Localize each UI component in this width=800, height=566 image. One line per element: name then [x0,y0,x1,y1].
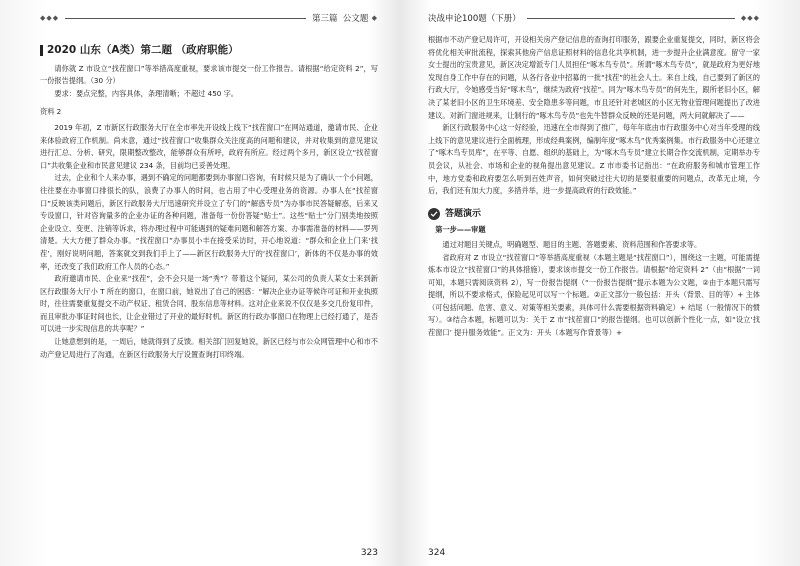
header-rule [65,18,306,19]
question-text: 请你就 Z 市设立“找茬窗口”等举措高度重视，要求该市提交一份工作报告。请根据“给定资料 2”，写一份报告提纲。（30 分） [40,63,378,86]
left-paragraph: 让她意想到的是，一周后，她就得到了反馈。相关部门回复她说，新区已经与市公众网管理中心和市不动产登记局进行了沟通，在新区行政服务大厅设置查询打印终端。 [40,337,378,359]
question-requirements: 要求：要点完整，内容具体，条理清晰；不超过 450 字。 [54,88,238,98]
question-title [40,44,378,57]
material-label: 资料 2 [40,107,62,117]
answer-section-title [428,208,760,221]
left-content [40,34,378,361]
left-running-header [40,10,378,26]
answer-paragraph: 省政府对 Z 市设立“找茬窗口”等举措高度重视（本题主题是“找茬窗口”），围绕这一主题，可能需提炼本市设立“找茬窗口”的具体措施），要求该市提交一份工作报告。请根据“给定资料 2”（由“根据”一词可知，本题只需阅读资料 2），写一份报告提纲（“一份报告提纲”提示本题为公文题，②由于本题只需写提纲，所以不要求格式，保险起见可以写一个标题。②正文部分一般包括：开头（背景、目的等）+ 主体（可包括问题、危害、意义、对策等相关要素，具体可什么需要根据资料确定）+ 结尾（一般情况下的惯写）。③结合本题，标题可以为：关于 Z 市“找茬窗口”的报告提纲。也可以创新个性化一点，如“设立‘找茬窗口’ 提升服务效能”。正文为：开头（本题写作背景等）+ [428,252,760,338]
left-paragraph: 过去，企业和个人来办事，遇到不确定的问题都要到办事窗口咨询，有时候只是为了确认一个小问题，往往要在办事窗口排很长的队，浪费了办事人的时间，也占用了中心受理业务的资源。办事人在“找茬窗口”反映该类问题后，新区行政服务大厅迅速研究并设立了专门的“解惑专员”为办事市民答疑解惑，后来又专设窗口，针对咨询量多的企业办证的各种问题，准备每一份份答疑“贴士”。这些“贴士”分门别类地按照企业设立、变更、注销等诉求，将办理过程中可能遇到的疑难问题和解答方案、办事需准备的材料——罗列清楚。大大方便了群众办事。“找茬窗口”办事员小丰在接受采访时，开心地说道：“群众和企业上门来‘找茬’，刚好说明问题，答案就交到我们手上了——新区行政服务大厅的‘找茬窗口’，新体的不仅是办事的效率，还改变了我们政府工作人员的心态。” [40,173,378,271]
right-paragraph: 新区行政服务中心这一好经验，迅速在全市得到了推广，每年年底由市行政服务中心对当年受理的线上线下的意见建议进行全面梳理，形成经典案例，编制年度“啄木鸟”优秀案例集。市行政服务中心还建立了“啄木鸟专员库”，在平等、自愿、组织的基础上，为“啄木鸟专员”建立长期合作交流机制，定期举办专员会议，从社会、市场和企业的视角提出意见建议。Z 市市委书记指出：“在政府服务和城市管理工作中，地方党委和政府要怎么听到百姓声音，如何突破过往大切的是要很重要的问题点，改革无止境，今后，我们还有加大力度，多措并举，进一步提高政府的行政效能。” [428,123,760,196]
answer-demo-icon [428,208,440,220]
right-running-header [428,10,760,26]
left-paragraph: 2019 年初，Z 市新区行政服务大厅在全市率先开设线上线下“找茬窗口”在网站通道，邀请市民、企业来体验政府工作机制。尚未意，通过“找茬窗口”收集群众关注度高的问题和建议，并对收集到的意见建议进行汇总、分析、研究，限期整改整改，能够群众有所呼，政府有所应。经过两个多月，新区设立“找茬窗口”共收集企业和市民意见建议 234 条，目前均已妥善处理。 [40,122,378,170]
right-paragraph: 根据市不动产登记局许可，开设相关房产登记信息的查询打印服务，跟要企业重复提交，同时，新区将会将优化相关审批流程，探索其他房产信息证照材料的信息化共享机制，进一步提升企业满意度。留守一家女士提出的宝贵意见，新区决定增派专门人员担任“啄木鸟专员”。所谓“啄木鸟专员”，就是政府为更好地发现自身工作中存在的问题，从各行各业中招募的一批“找茬”的社会人士。来自上线，自己要到了新区的行政大厅，令她感受当好“啄木鸟”，继续为政府“找茬”。同为“啄木鸟专员”的何先生，跟所老旧小区，解决了某老旧小区的卫生环境差、安全隐患多等问题，市且还针对老城区的小区无物业管理问题提出了改进建议。对新门窗进规来，让制行的“啄木鸟专员”也先牛替群众反映的还是问题，两大问就解决了—— [428,35,760,120]
chapter-label: 第三篇 [311,14,338,24]
question-title-text: 2020 山东（A类）第二题 （政府职能） [47,44,239,56]
right-content [428,34,760,340]
right-page [400,0,800,566]
title-bar-icon [40,45,43,56]
book-title-label: 决战申论100题（下册） [428,14,521,24]
header-ornament: ◆◆◆ [740,14,760,22]
left-page-number: 323 [360,548,378,558]
header-rule [527,18,735,19]
section-label: 公文题 [342,14,369,24]
step-title: 第一步——审题 [435,225,486,235]
header-ornament-left: ◆◆◆ [40,14,60,22]
answer-title-text: 答题演示 [445,208,482,219]
right-page-number: 324 [428,548,446,558]
left-paragraph: 政府邀请市民、企业来“找茬”，会不会只是一场“秀”？带着这个疑问，某公司的负责人某女士来到新区行政服务大厅小 T 所在的窗口，在窗口前，她说出了自己的困惑：“解决企业办证等候许可证和开业执照时，往往需要重复提交不动产权证、租赁合同、股东信息等材料。这对企业来说不仅仅是多交几份复印件，而且审批办事证时间也长，让企业错过了开业的最好时机。新区的行政办事窗口在物理上已经打通了，是否可以进一步实现信息的共享呢？” [40,274,378,334]
answer-paragraph: 通过对题目关键点，明确题型、题目的主题、答题要素、资料范围和作答要求等。 [442,239,702,249]
header-ornament-right: ◆ [368,14,378,22]
